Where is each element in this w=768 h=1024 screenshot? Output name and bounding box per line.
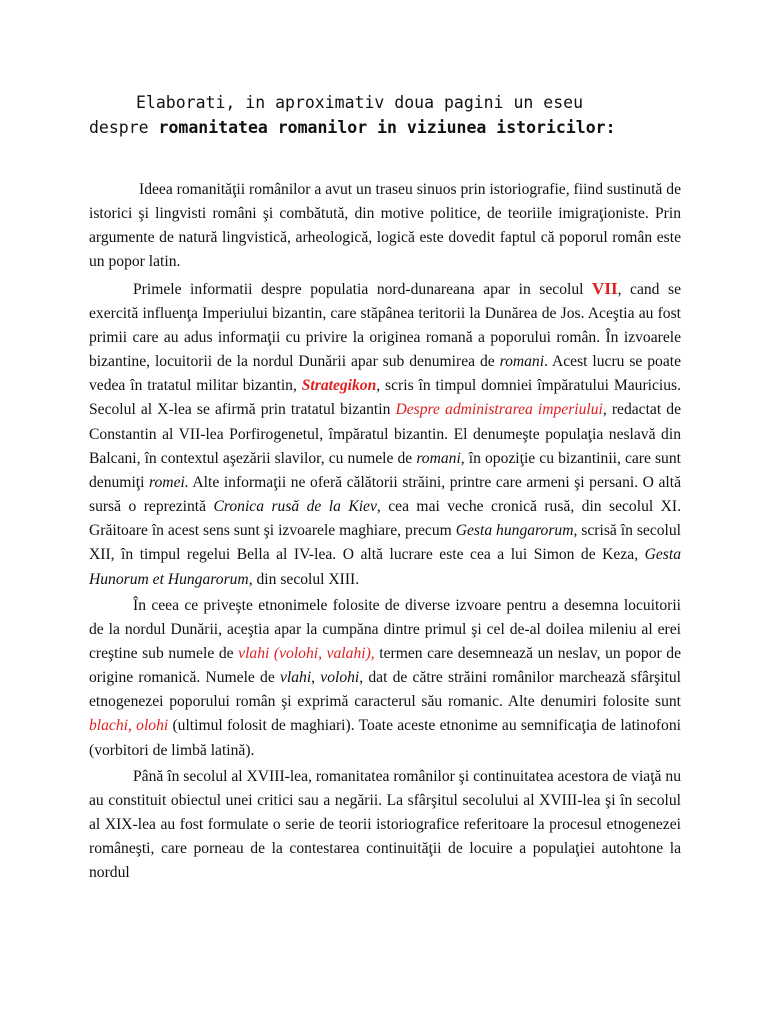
highlight-blachi: blachi, olohi <box>89 717 169 735</box>
paragraph-3: În ceea ce priveşte etnonimele folosite de diverse izvoare pentru a desemna locuitorii de la nordul Dunării, aceştia apar la cumpăna dintre primul şi cel de-al doilea mileniu al erei creştine sub numele de vlahi (volohi, valahi), termen care desemnează un neslav, un popor de origine romanică. Numele de vlahi, volohi, dat de către străini românilor marchează sfârşitul etnogenezei poporului român şi exprimă caracterul său romanic. Alte denumiri folosite sunt blachi, olohi (ultimul folosit de maghiari). Toate aceste etnonime au semnificaţia de latinofoni (vorbitori de limbă latină). <box>89 596 682 759</box>
highlight-vlahi: vlahi (volohi, valahi), <box>238 644 375 662</box>
paragraph-2: Primele informatii despre populatia nord-dunareana apar in secolul VII, cand se exercită influenţa Imperiului bizantin, care stăpânea teritorii la Dunărea de Jos. Aceştia au fost primii care au adus informaţii cu privire la originea romană a poporului român. În izvoarele bizantine, locuitorii de la nordul Dunării apar sub denumirea de romani. Acest lucru se poate vedea în tratatul militar bizantin, Strategikon, scris în timpul domniei împăratului Mauricius. Secolul al X-lea se afirmă prin tratatul bizantin Despre administrarea imperiului, redactat de Constantin al VII-lea Porfirogenetul, împăratul bizantin. El denumeşte populaţia neslavă din Balcani, în contextul aşezării slavilor, cu numele de romani, în opoziţie cu bizantinii, care sunt denumiţi romei. Alte informaţii ne oferă călătorii străini, printre care armeni şi persani. O altă sursă o reprezintă Cronica rusă de la Kiev, cea mai veche cronică rusă, din secolul XI. Grăitoare în acest sens sunt şi izvoarele maghiare, precum Gesta hungarorum, scrisă în secolul XII, în timpul regelui Bella al IV-lea. O altă lucrare este cea a lui Simon de Keza, Gesta Hunorum et Hungarorum, din secolul XIII. <box>89 278 682 588</box>
century-highlight: VII <box>592 278 618 298</box>
heading-line-1: Elaborati, in aproximativ doua pagini un eseu <box>136 93 584 112</box>
paragraph-4: Până în secolul al XVIII-lea, romanitatea românilor şi continuitatea acestora de viaţă nu au constituit obiectul unei critici sau a negării. La sfârşitul secolului al XVIII-lea şi în secolul al XIX-lea au fost formulate o serie de teorii istoriografice referitoare la procesul etnogenezei româneşti, care porneau de la contestarea continuităţii de locuire a populaţiei autohtone la nordul <box>89 767 681 882</box>
essay-body <box>89 178 681 886</box>
heading-line-2: despre romanitatea romanilor in viziunea istoricilor: <box>89 118 616 137</box>
assignment-heading <box>89 90 709 140</box>
paragraph-1: Ideea romanităţii românilor a avut un traseu sinuos prin istoriografie, fiind sustinută de istorici şi lingvisti români şi combătută, din motive politice, de teoriile imigraţioniste. Prin argumente de natură lingvistică, arheologică, logică este dovedit faptul că poporul român este un popor latin. <box>89 181 681 271</box>
highlight-strategikon: Strategikon <box>301 377 377 395</box>
highlight-administrare: Despre administrarea imperiului <box>395 401 603 419</box>
heading-topic: romanitatea romanilor in viziunea istoricilor: <box>158 118 616 137</box>
